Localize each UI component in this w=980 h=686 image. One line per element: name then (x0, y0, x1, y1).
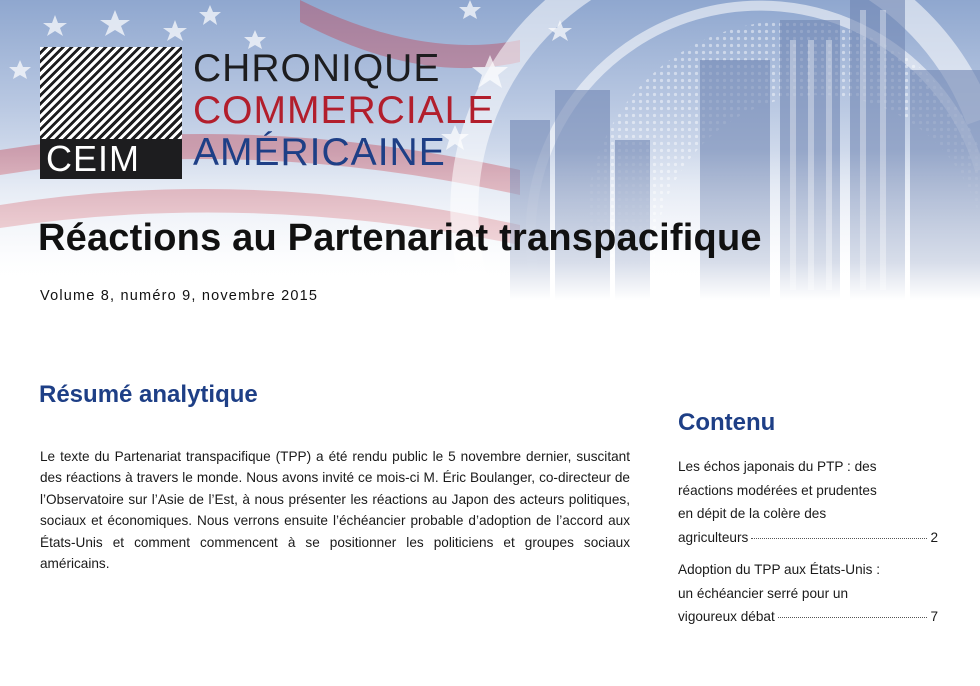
toc-page-number: 7 (930, 609, 938, 624)
summary-body: Le texte du Partenariat transpacifique (TPP) a été rendu public le 5 novembre dernier, suscitant des réactions à travers le monde. Nous avons invité ce mois-ci M. Éric Boulanger, co-directeur de l’Observatoire sur l’Asie de l’Est, à nous présenter les réactions au Japon des acteurs politiques, sociaux et économiques. Nous verrons ensuite l’échéancier probable d’adoption de l’accord aux États-Unis et comment commencent à se positionner les politiciens et groupes sociaux américains. (40, 449, 630, 572)
toc-page-number: 2 (930, 529, 938, 545)
toc-entry-line: réactions modérées et prudentes (678, 482, 877, 498)
table-of-contents (678, 409, 938, 638)
toc-leader-dots (778, 617, 928, 618)
publication-name-line1: CHRONIQUE (193, 47, 441, 90)
logo-mark-text: CEIM (40, 139, 182, 179)
document-title: Réactions au Partenariat transpacifique (38, 217, 762, 259)
toc-entry-line: en dépit de la colère des (678, 506, 827, 521)
logo-stripes-graphic (40, 47, 182, 139)
summary-heading: Résumé analytique (39, 381, 258, 408)
toc-entry-line: Les échos japonais du PTP : des (678, 459, 877, 474)
toc-leader-dots (751, 538, 927, 539)
publication-name-line2: COMMERCIALE (193, 89, 495, 132)
ceim-logo (40, 47, 182, 179)
toc-entry-line: vigoureux débat (678, 609, 775, 624)
toc-entry[interactable] (678, 558, 938, 629)
toc-entry[interactable] (678, 455, 938, 549)
toc-entry-line: agriculteurs (678, 529, 749, 545)
toc-heading: Contenu (678, 409, 776, 436)
toc-entry-last-line (678, 526, 938, 550)
publication-name-line3: AMÉRICAINE (193, 131, 446, 174)
issue-info: Volume 8, numéro 9, novembre 2015 (40, 288, 319, 304)
toc-entry-line: un échéancier serré pour un (678, 585, 849, 601)
toc-entry-line: Adoption du TPP aux États-Unis : (678, 562, 881, 577)
publication-name (193, 48, 494, 174)
toc-entry-last-line (678, 605, 938, 629)
